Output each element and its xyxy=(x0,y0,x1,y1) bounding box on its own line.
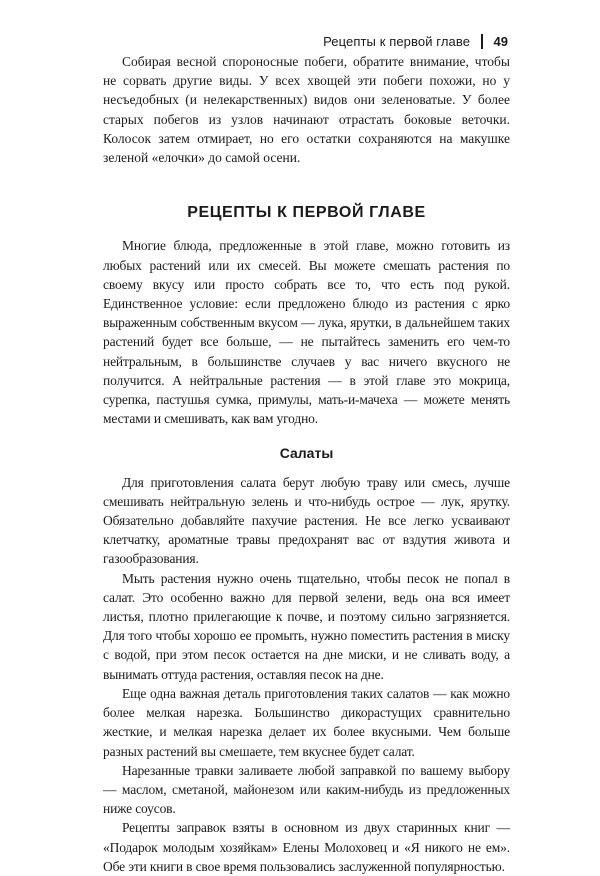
running-head-separator xyxy=(481,34,483,49)
running-head-title: Рецепты к первой главе xyxy=(323,34,471,49)
section-heading: РЕЦЕПТЫ К ПЕРВОЙ ГЛАВЕ xyxy=(187,204,426,222)
intro-paragraph: Собирая весной спороносные побеги, обратите внимание, чтобы не сорвать другие виды. У всех хвощей эти побеги похожи, но у несъедобных (и нелекарственных) видов они зеленоватые. У более старых побегов из узлов начинают отрастать боковые веточки. Колосок затем отмирает, но его остатки сохраняются на макушке зеленой «елочки» до самой осени. xyxy=(103,54,510,166)
salads-paragraph-4: Нарезанные травки заливаете любой заправкой по вашему выбору — маслом, сметаной, майонезом или каким-нибудь из предложенных ниже соусов. xyxy=(103,762,510,817)
salads-paragraph-1: Для приготовления салата берут любую траву или смесь, лучше смешивать нейтральную зелень и что-нибудь острое — лук, ярутку. Обязательно добавляйте пахучие растения. Не все легко усваивают клетчатку, ароматные травы предохранят вас от вздутия живота и газообразования. xyxy=(103,474,510,567)
running-head xyxy=(323,34,508,49)
page-number: 49 xyxy=(493,34,508,49)
salads-paragraph-3: Еще одна важная деталь приготовления таких салатов — как можно более мелкая нарезка. Большинство дикорастущих сравнительно жесткие, и мелкая нарезка делает их более вкусными. Чем больше разных растений вы смешаете, тем вкуснее будет салат. xyxy=(103,685,510,759)
page-body xyxy=(103,52,510,876)
section-paragraph: Многие блюда, предложенные в этой главе, можно готовить из любых растений или их смесей. Вы можете смешать растения по своему вкусу или просто собрать все то, что есть под рукой. Единственное условие: если предложено блюдо из растения с ярко выраженным собственным вкусом — лука, ярутки, в дальнейшем таких растений будет все больше, — не пытайтесь заменить его чем-то нейтральным, в большинстве случаев у вас ничего вкусного не получится. А нейтральные растения — в этой главе это мокрица, сурепка, пастушья сумка, примулы, мать-и-мачеха — можете менять местами и смешивать, как вам угодно. xyxy=(103,238,510,427)
salads-paragraph-5: Рецепты заправок взяты в основном из двух старинных книг — «Подарок молодым хозяйкам» Елены Молоховец и «Я никого не ем». Обе эти книги в свое время пользовались заслуженной популярностью. xyxy=(103,820,510,874)
salads-paragraph-2: Мыть растения нужно очень тщательно, чтобы песок не попал в салат. Это особенно важно для первой зелени, ведь она вся имеет листья, плотно прилегающие к почве, и поэтому сильно загрязняется. Для того чтобы хорошо ее промыть, нужно поместить растения в миску с водой, при этом песок остается на дне миски, и не сливать воду, а вынимать оттуда растения, оставляя песок на дне. xyxy=(103,570,510,682)
salads-heading: Салаты xyxy=(279,445,334,462)
